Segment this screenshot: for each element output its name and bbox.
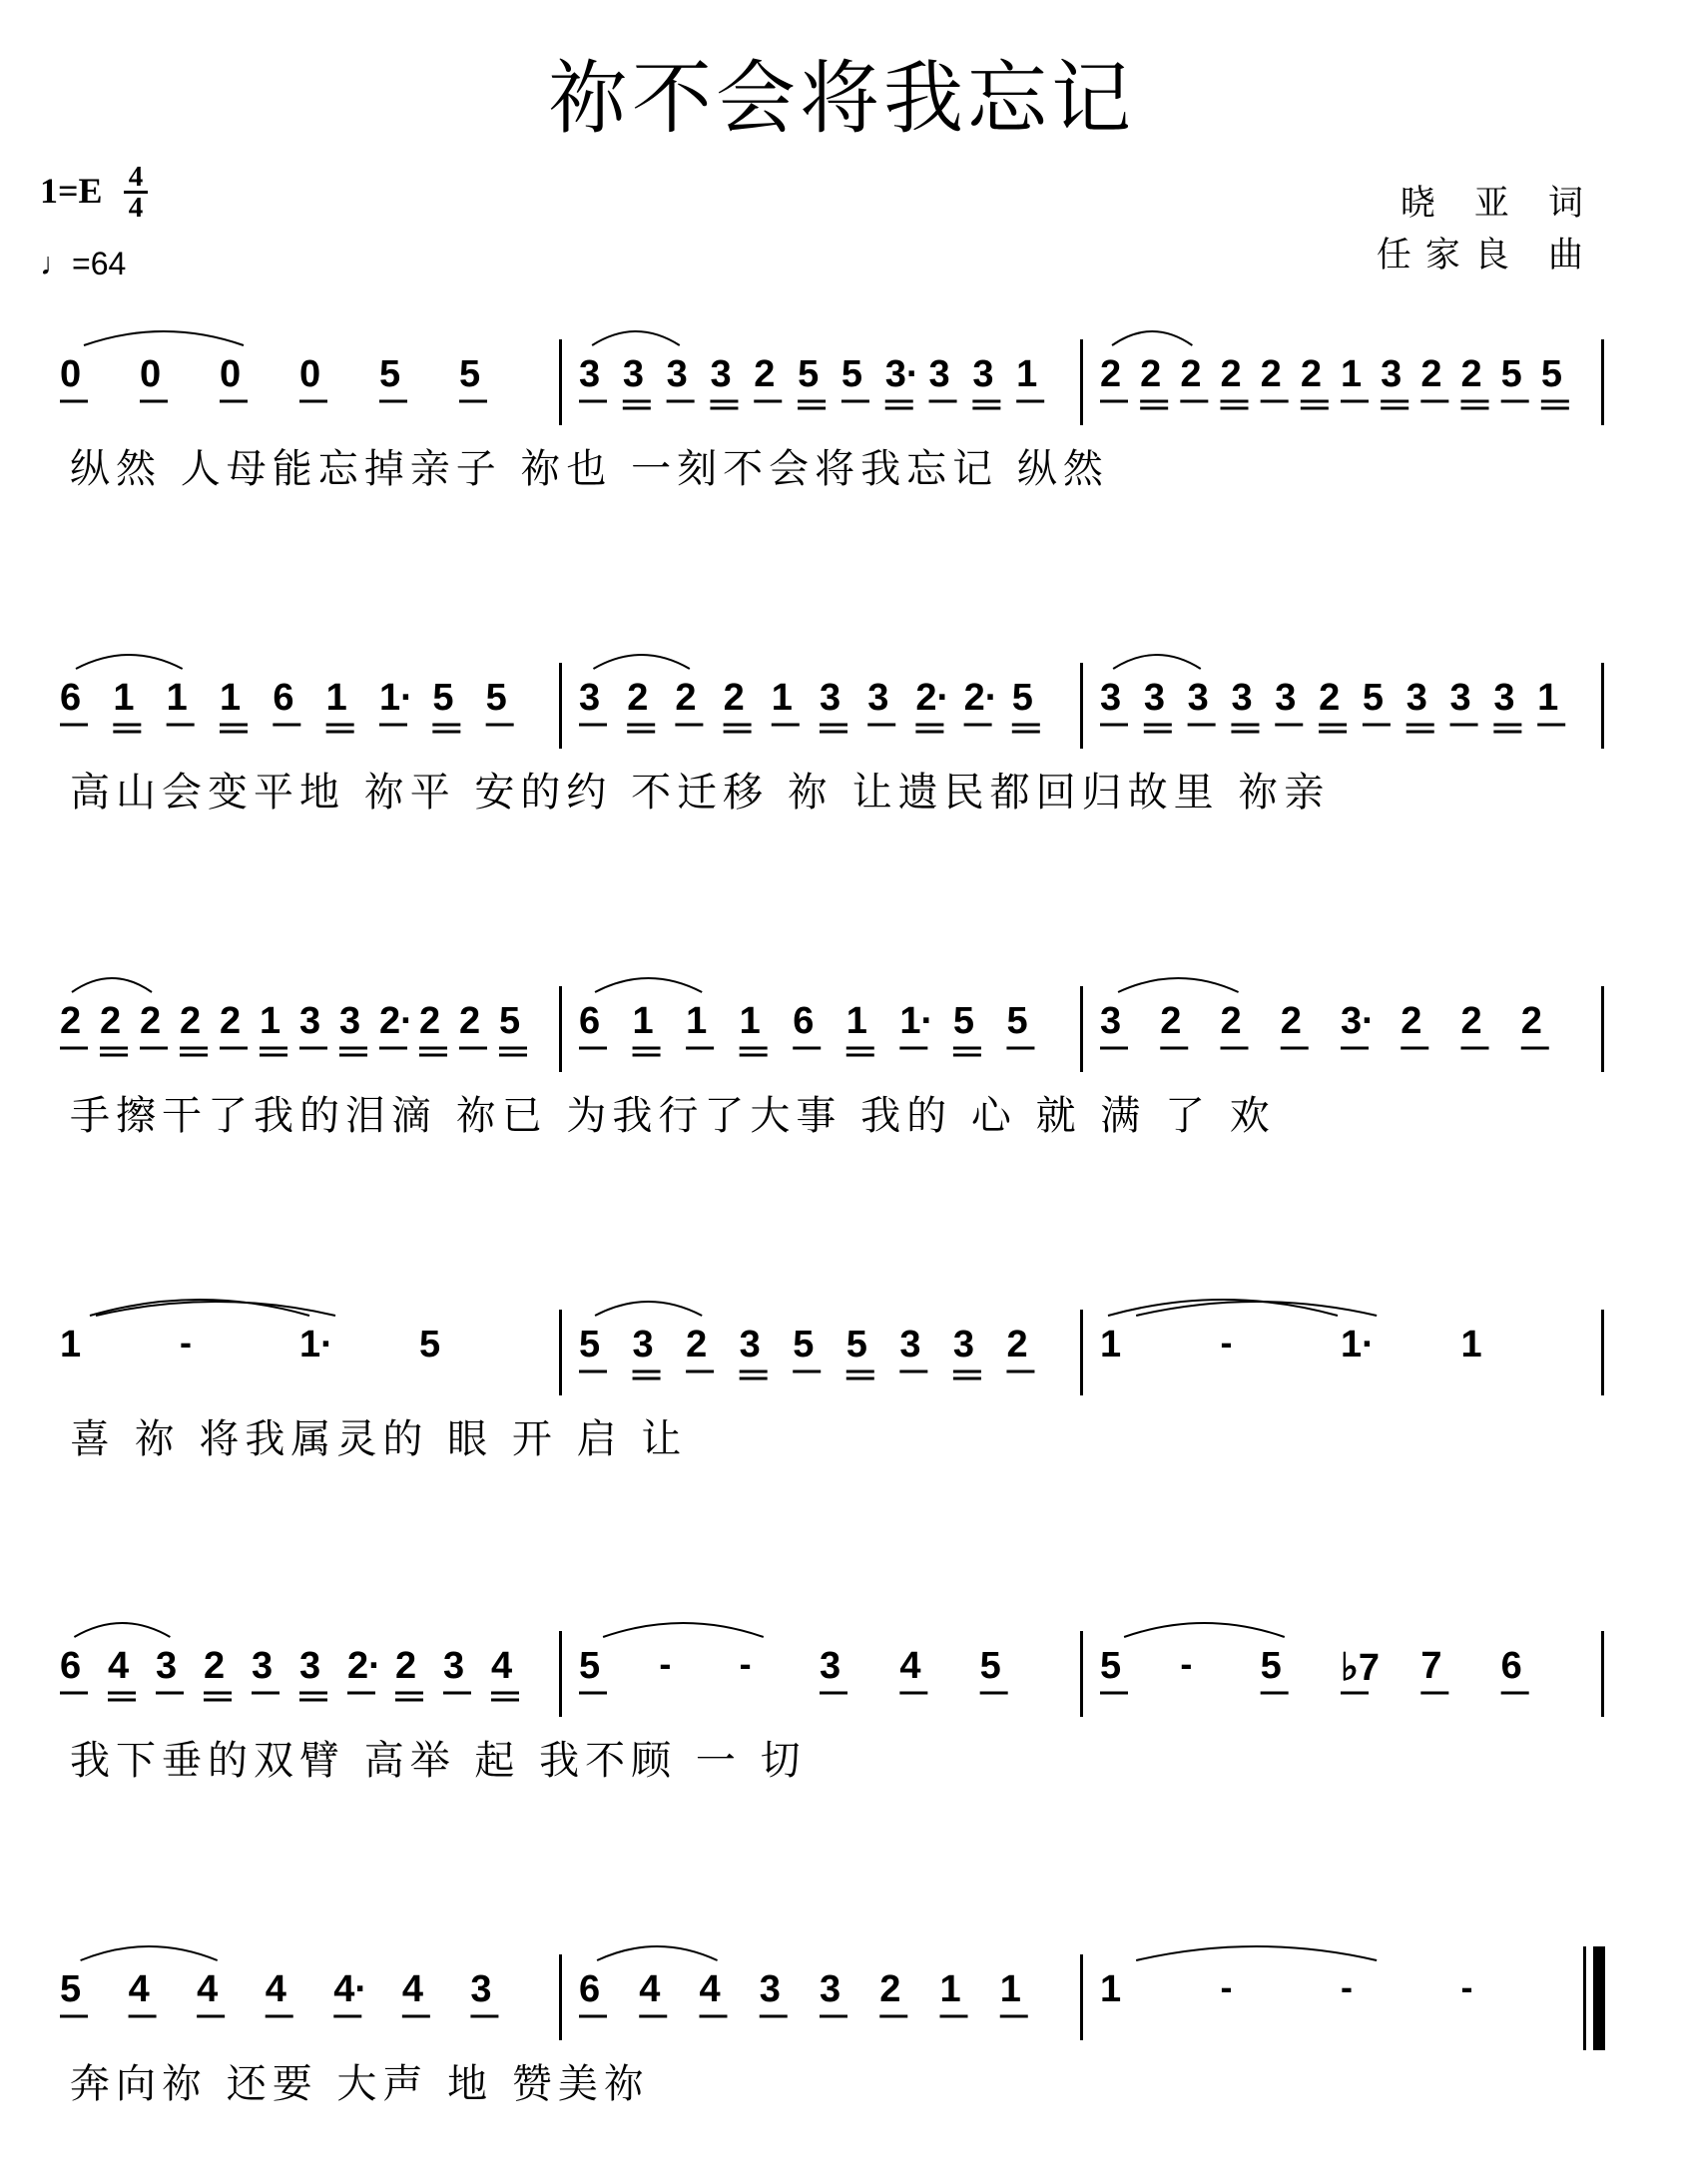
note: 1 — [845, 1000, 867, 1042]
lyrics-line: 手擦干了我的泪滴 祢已 为我行了大事 我的 心 就 满 了 欢 — [70, 1093, 1276, 1139]
barline — [1080, 1631, 1083, 1717]
note: 2 — [419, 1000, 441, 1042]
note: 3 — [1100, 1000, 1122, 1042]
note: 4 — [128, 1968, 150, 2010]
note: 2· — [915, 677, 950, 719]
note: 4· — [333, 1968, 368, 2010]
note: 5 — [499, 1000, 521, 1042]
note: 2 — [686, 1324, 708, 1365]
lyrics-line: 高山会变平地 祢平 安的约 不迁移 祢 让遗民都回归故里 祢亲 — [70, 770, 1331, 816]
key-signature: 1=E — [40, 171, 103, 211]
note: 2 — [1420, 353, 1442, 395]
note: 5 — [60, 1968, 82, 2010]
note: 1 — [113, 677, 135, 719]
barline — [559, 339, 562, 425]
note: 3 — [820, 1645, 842, 1687]
sustain-dash: - — [1220, 1322, 1233, 1363]
time-signature-top: 4 — [128, 161, 144, 193]
note: 2 — [675, 677, 697, 719]
note: 1 — [220, 677, 242, 719]
note: 5 — [1362, 677, 1385, 719]
sustain-dash: - — [659, 1643, 672, 1684]
note: 2 — [1319, 677, 1341, 719]
note: 3 — [972, 353, 994, 395]
note: 1· — [1341, 1324, 1375, 1365]
note: 1 — [1100, 1968, 1122, 2010]
note: 2 — [395, 1645, 417, 1687]
barline — [1080, 1310, 1083, 1395]
note: 2 — [140, 1000, 162, 1042]
note: 1 — [999, 1968, 1021, 2010]
note: 5 — [579, 1645, 601, 1687]
tempo-marking: ♩=64 — [40, 246, 127, 281]
sustain-dash: - — [1220, 1966, 1233, 2007]
lyricist-credit: 晓 亚 词 — [1400, 184, 1597, 224]
lyrics-line: 喜 祢 将我属灵的 眼 开 启 让 — [70, 1416, 688, 1462]
note: 1· — [379, 677, 413, 719]
note: 3 — [820, 1968, 842, 2010]
note: 5 — [485, 677, 507, 719]
note: 2 — [1180, 353, 1202, 395]
note: 3 — [156, 1645, 178, 1687]
note: 2 — [1300, 353, 1322, 395]
note: 2 — [1280, 1000, 1302, 1042]
note: 7 — [1420, 1645, 1442, 1687]
note: 3 — [952, 1324, 975, 1365]
note: 2 — [180, 1000, 202, 1042]
note: 1 — [632, 1000, 654, 1042]
note: 6 — [579, 1968, 601, 2010]
note: 2 — [1460, 1000, 1482, 1042]
lyrics-line: 我下垂的双臂 高举 起 我不顾 一 切 — [70, 1738, 807, 1784]
barline — [1601, 339, 1604, 425]
note: 4 — [699, 1968, 721, 2010]
note: 0 — [60, 353, 82, 395]
note: 2 — [1160, 1000, 1182, 1042]
note: 5 — [845, 1324, 867, 1365]
time-signature — [124, 161, 148, 224]
note: 2· — [347, 1645, 381, 1687]
barline — [559, 663, 562, 749]
note: 5 — [1500, 353, 1522, 395]
note: 3 — [820, 677, 842, 719]
barline — [559, 986, 562, 1072]
barline — [1601, 663, 1604, 749]
note: 3 — [443, 1645, 465, 1687]
note: 1 — [260, 1000, 281, 1042]
note: 5 — [1260, 1645, 1282, 1687]
note: 3 — [252, 1645, 274, 1687]
song-title: 祢不会将我忘记 — [548, 52, 1135, 145]
note: 1 — [1016, 353, 1038, 395]
lyrics-line: 纵然 人母能忘掉亲子 祢也 一刻不会将我忘记 纵然 — [70, 446, 1109, 492]
composer-credit: 任家良 曲 — [1376, 236, 1597, 275]
note: 4 — [899, 1645, 921, 1687]
note: 3 — [899, 1324, 921, 1365]
barline — [1601, 1631, 1604, 1717]
note: 1 — [686, 1000, 708, 1042]
note: 2 — [1401, 1000, 1422, 1042]
note: 3· — [884, 353, 919, 395]
note: 4 — [265, 1968, 286, 2010]
system-3 — [0, 986, 1683, 1186]
system-2 — [0, 663, 1683, 862]
sustain-dash: - — [739, 1643, 752, 1684]
sustain-dash: - — [180, 1322, 192, 1363]
barline — [1080, 339, 1083, 425]
note: 4 — [197, 1968, 219, 2010]
note: 5 — [979, 1645, 1001, 1687]
note: 3 — [1381, 353, 1402, 395]
note: 6 — [273, 677, 294, 719]
final-barline-thick — [1593, 1946, 1605, 2050]
note: ♭7 — [1341, 1647, 1381, 1689]
note: 2 — [723, 677, 745, 719]
note: 0 — [220, 353, 242, 395]
note: 6 — [793, 1000, 815, 1042]
note: 1 — [1100, 1324, 1122, 1365]
note: 2 — [1220, 1000, 1242, 1042]
note: 2 — [1460, 353, 1482, 395]
note: 3 — [1143, 677, 1165, 719]
note: 0 — [140, 353, 162, 395]
note: 6 — [60, 677, 82, 719]
note: 3 — [632, 1324, 654, 1365]
barline — [1080, 663, 1083, 749]
note: 5 — [952, 1000, 975, 1042]
barline — [1080, 986, 1083, 1072]
note: 2 — [1100, 353, 1122, 395]
note: 3 — [1405, 677, 1427, 719]
note: 5 — [419, 1324, 441, 1365]
note: 6 — [579, 1000, 601, 1042]
sustain-dash: - — [1180, 1643, 1193, 1684]
note: 3 — [1100, 677, 1122, 719]
system-6 — [0, 1954, 1683, 2154]
note: 2 — [754, 353, 776, 395]
note: 5 — [432, 677, 454, 719]
final-barline-thin — [1583, 1946, 1586, 2050]
note: 1 — [771, 677, 793, 719]
note: 3 — [470, 1968, 492, 2010]
note: 2 — [1260, 353, 1282, 395]
note: 0 — [299, 353, 321, 395]
note: 4 — [108, 1645, 130, 1687]
note: 5 — [1011, 677, 1033, 719]
note: 2· — [963, 677, 998, 719]
system-1 — [0, 339, 1683, 539]
note: 3 — [710, 353, 732, 395]
note: 4 — [639, 1968, 661, 2010]
note: 5 — [793, 1324, 815, 1365]
note: 1 — [1460, 1324, 1482, 1365]
barline — [559, 1310, 562, 1395]
note: 2 — [220, 1000, 242, 1042]
note: 1 — [939, 1968, 961, 2010]
barline — [1080, 1954, 1083, 2040]
note: 2 — [879, 1968, 901, 2010]
system-5 — [0, 1631, 1683, 1831]
note: 4 — [491, 1645, 513, 1687]
note: 3 — [579, 353, 601, 395]
note: 6 — [60, 1645, 82, 1687]
note: 3 — [1231, 677, 1253, 719]
note: 3 — [928, 353, 950, 395]
note: 1· — [299, 1324, 333, 1365]
note: 4 — [401, 1968, 423, 2010]
note: 3 — [1187, 677, 1209, 719]
note: 3 — [666, 353, 688, 395]
sustain-dash: - — [1341, 1966, 1353, 2007]
note: 5 — [1100, 1645, 1122, 1687]
note: 3 — [739, 1324, 761, 1365]
note: 1 — [739, 1000, 761, 1042]
note: 2 — [1140, 353, 1162, 395]
barline — [559, 1954, 562, 2040]
note: 1 — [166, 677, 188, 719]
note: 1 — [60, 1324, 82, 1365]
note: 3 — [1275, 677, 1297, 719]
system-4 — [0, 1310, 1683, 1509]
note: 3 — [299, 1645, 321, 1687]
note: 2 — [1006, 1324, 1028, 1365]
barline — [559, 1631, 562, 1717]
note: 2 — [204, 1645, 226, 1687]
note: 3 — [299, 1000, 321, 1042]
sustain-dash: - — [1460, 1966, 1473, 2007]
barline — [1601, 986, 1604, 1072]
note: 2 — [627, 677, 649, 719]
note: 1· — [899, 1000, 934, 1042]
note: 3· — [1341, 1000, 1375, 1042]
note: 3 — [1493, 677, 1515, 719]
note: 5 — [798, 353, 820, 395]
note: 6 — [1500, 1645, 1522, 1687]
lyrics-line: 奔向祢 还要 大声 地 赞美祢 — [70, 2061, 650, 2107]
note: 1 — [1537, 677, 1559, 719]
note: 2· — [379, 1000, 413, 1042]
note: 5 — [841, 353, 863, 395]
note: 2 — [100, 1000, 122, 1042]
note: 5 — [459, 353, 481, 395]
note: 3 — [867, 677, 889, 719]
note: 1 — [325, 677, 347, 719]
note: 2 — [1520, 1000, 1542, 1042]
note: 5 — [1006, 1000, 1028, 1042]
note: 3 — [759, 1968, 781, 2010]
note: 3 — [339, 1000, 361, 1042]
note: 2 — [1220, 353, 1242, 395]
note: 3 — [1449, 677, 1471, 719]
time-signature-bottom: 4 — [128, 192, 144, 224]
note: 3 — [579, 677, 601, 719]
note: 5 — [379, 353, 401, 395]
note: 2 — [60, 1000, 82, 1042]
note: 5 — [1540, 353, 1562, 395]
note: 2 — [459, 1000, 481, 1042]
note: 1 — [1341, 353, 1363, 395]
note: 3 — [622, 353, 644, 395]
barline — [1601, 1310, 1604, 1395]
note: 5 — [579, 1324, 601, 1365]
